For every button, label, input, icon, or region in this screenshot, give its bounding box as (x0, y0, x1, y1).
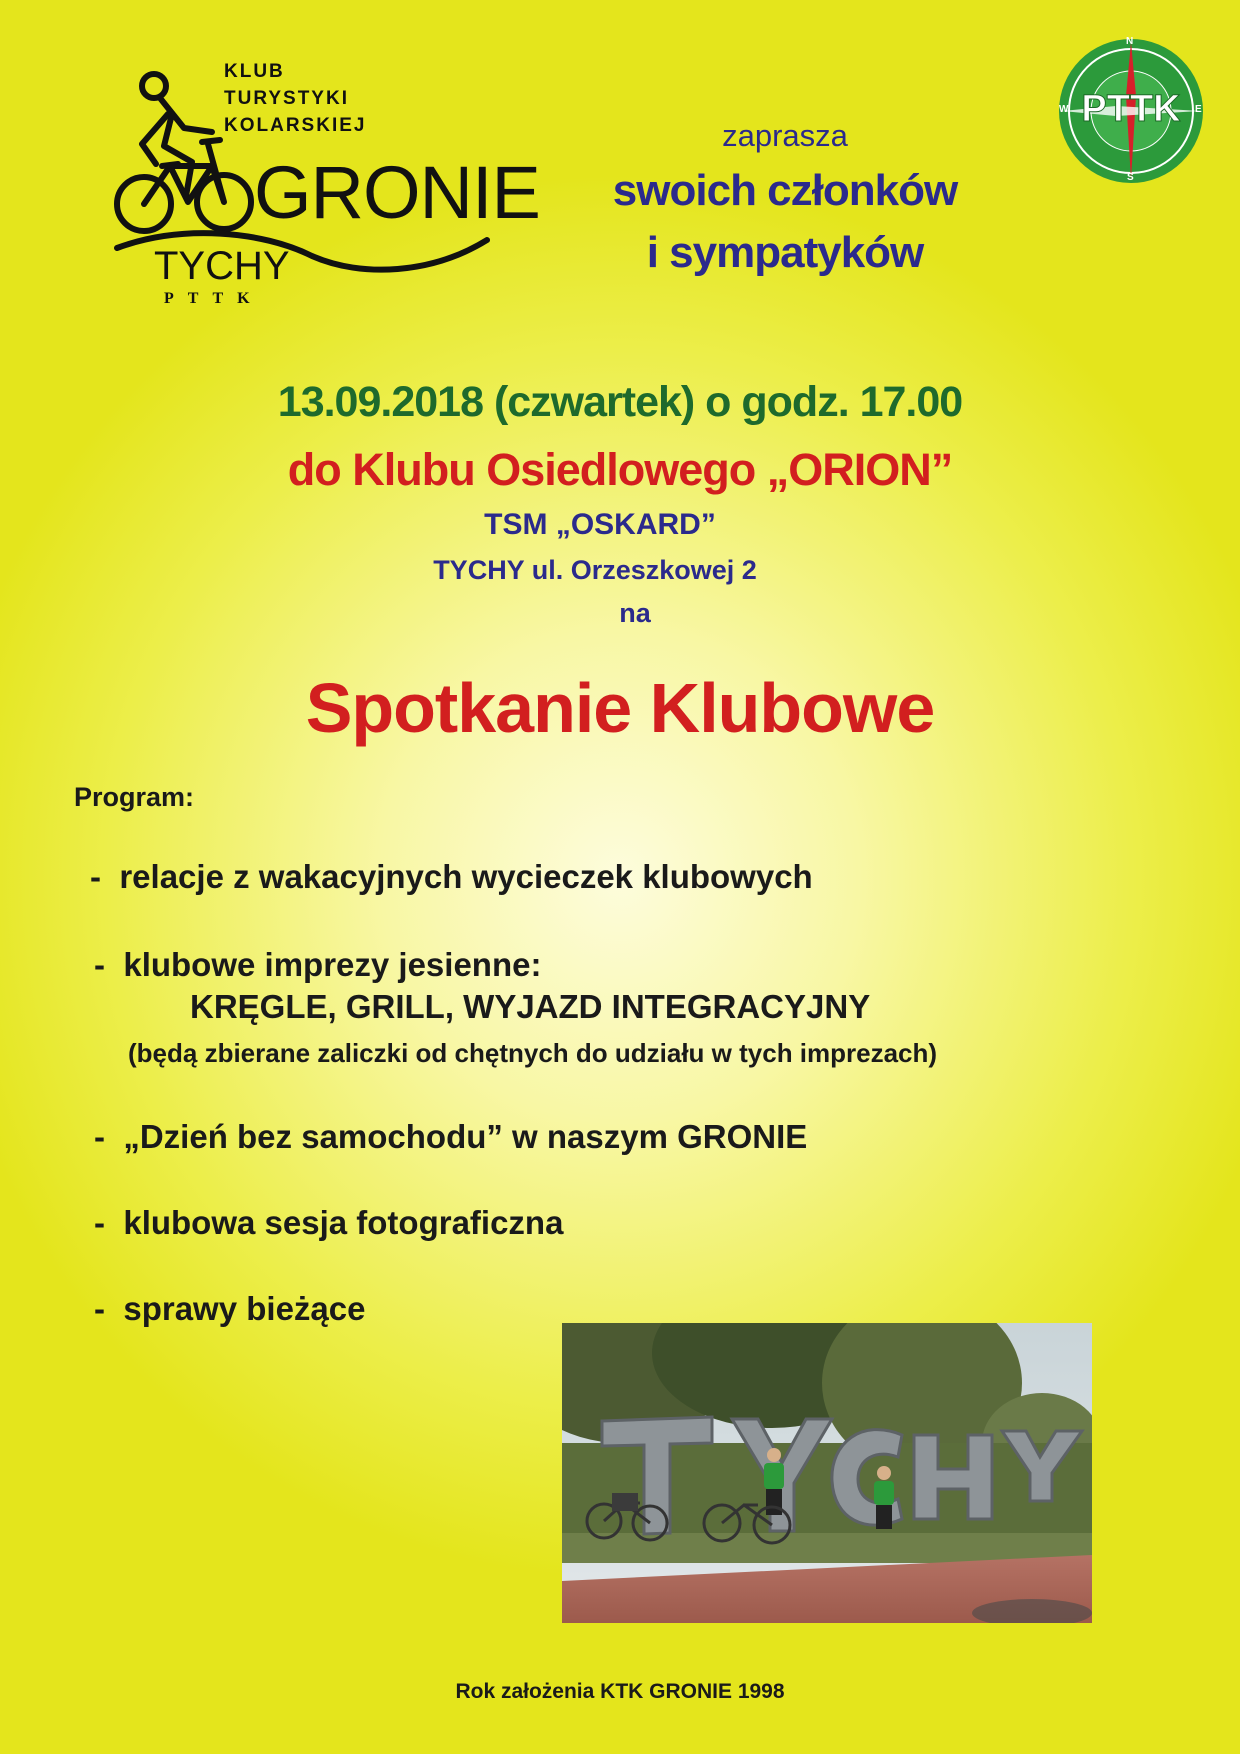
invite-line3: i sympatyków (646, 228, 924, 277)
program-item-text: relacje z wakacyjnych wycieczek klubowych (119, 858, 813, 895)
program-item-text: klubowe imprezy jesienne: (123, 946, 542, 983)
program-item (94, 1290, 365, 1328)
program-item (94, 1204, 563, 1242)
invite-line2: swoich członków (612, 166, 958, 215)
pttk-compass-w: W (1059, 104, 1069, 115)
event-venue: do Klubu Osiedlowego „ORION” (287, 444, 953, 495)
program-item (94, 1118, 807, 1156)
pttk-compass-e: E (1195, 104, 1202, 115)
program-item-text: „Dzień bez samochodu” w naszym GRONIE (123, 1118, 808, 1155)
bullet: - (90, 858, 101, 895)
club-logo (112, 58, 540, 313)
program-item (90, 858, 813, 896)
logo-club-line2: TURYSTYKI (224, 88, 349, 109)
pttk-compass-s: S (1127, 172, 1134, 183)
event-org: TSM „OSKARD” (484, 508, 716, 541)
program-item-note: (będą zbierane zaliczki od chętnych do udziału w tych imprezach) (128, 1038, 938, 1068)
footer-text: Rok założenia KTK GRONIE 1998 (455, 1680, 785, 1703)
event-title: Spotkanie Klubowe (305, 669, 935, 747)
bullet: - (94, 1118, 105, 1155)
logo-org: PTTK (164, 290, 264, 307)
event-address: TYCHY ul. Orzeszkowej 2 (433, 555, 757, 585)
pttk-badge (1056, 36, 1206, 186)
program-item-text: sprawy bieżące (123, 1290, 366, 1327)
bullet: - (94, 1204, 105, 1241)
pttk-compass-n: N (1126, 36, 1134, 47)
program-heading: Program: (74, 782, 195, 812)
pttk-badge-text: PTTK (1081, 88, 1181, 130)
program-item-text: klubowa sesja fotograficzna (123, 1204, 564, 1241)
bullet: - (94, 946, 105, 983)
bullet: - (94, 1290, 105, 1327)
program-item-sub: KRĘGLE, GRILL, WYJAZD INTEGRACYJNY (190, 988, 871, 1025)
event-datetime: 13.09.2018 (czwartek) o godz. 17.00 (277, 378, 963, 426)
event-na: na (619, 598, 651, 628)
invite-line1: zaprasza (722, 118, 848, 153)
logo-city: TYCHY (154, 244, 290, 288)
tychy-photo (562, 1323, 1092, 1623)
logo-club-line1: KLUB (224, 61, 285, 82)
logo-club-line3: KOLARSKIEJ (224, 115, 367, 136)
program-item (94, 946, 541, 984)
logo-name: GRONIE (254, 151, 540, 234)
